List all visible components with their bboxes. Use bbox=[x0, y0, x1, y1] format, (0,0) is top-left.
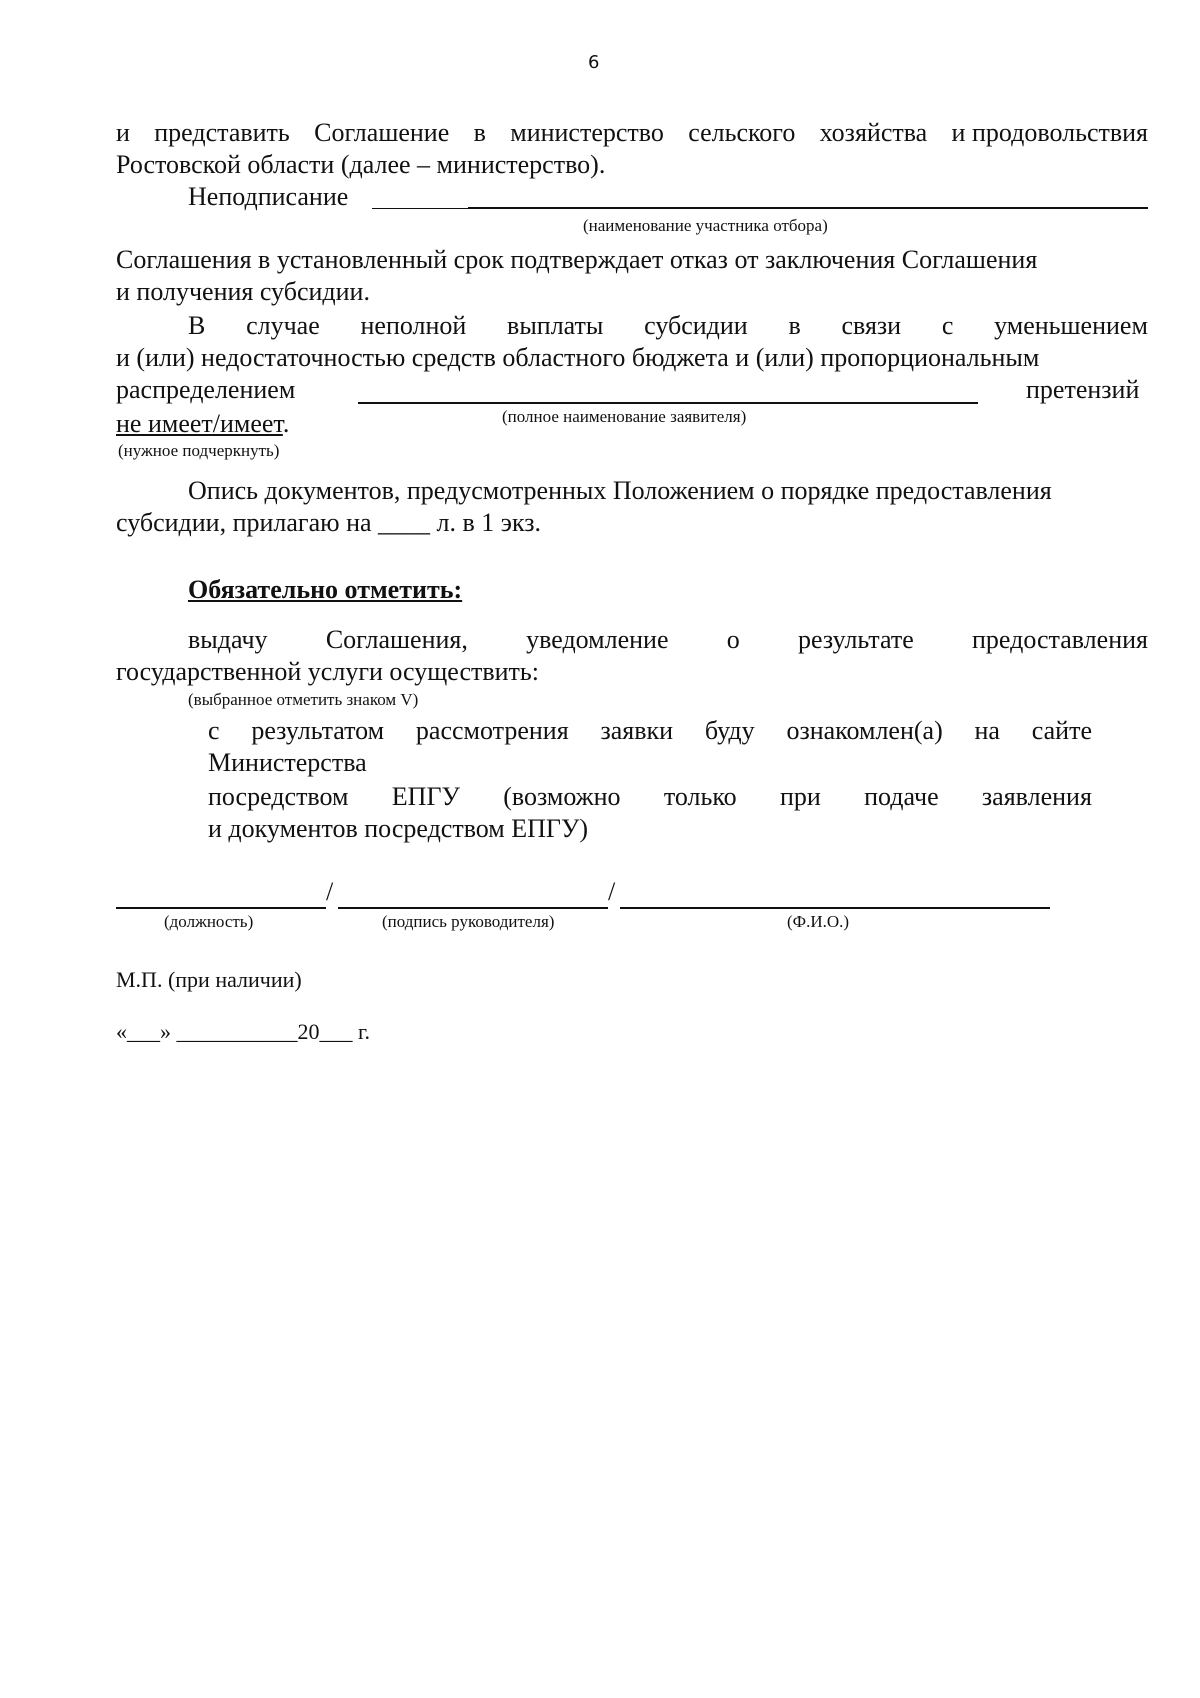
para3-line3-right: претензий bbox=[1026, 375, 1140, 404]
word: результате bbox=[798, 625, 914, 654]
word: субсидии bbox=[644, 311, 748, 340]
para1-line2: Ростовской области (далее – министерство). bbox=[116, 150, 606, 179]
year-blank: ___ bbox=[319, 1019, 353, 1044]
para3-line4 bbox=[116, 408, 289, 440]
para5-line1 bbox=[188, 624, 1148, 656]
word: случае bbox=[246, 311, 320, 340]
para4-text-before: субсидии, прилагаю на bbox=[116, 508, 372, 537]
word: в bbox=[788, 311, 801, 340]
word: только bbox=[663, 782, 737, 811]
para5-line2: государственной услуги осуществить: bbox=[116, 657, 539, 686]
word: заявки bbox=[600, 716, 674, 745]
option2-line1[interactable] bbox=[208, 781, 1092, 813]
para3-line2: и (или) недостаточностью средств областного бюджета и (или) пропорциональным bbox=[116, 343, 1040, 372]
para3-line3-left: распределением bbox=[116, 375, 296, 404]
applicant-name-caption: (полное наименование заявителя) bbox=[502, 407, 747, 426]
word: предоставления bbox=[972, 625, 1148, 654]
participant-name-caption: (наименование участника отбора) bbox=[583, 216, 828, 235]
para3-line1 bbox=[188, 310, 1148, 342]
word: на bbox=[974, 716, 1000, 745]
year-suffix: г. bbox=[358, 1019, 371, 1044]
word: хозяйства bbox=[819, 118, 928, 147]
open-quote: « bbox=[116, 1019, 127, 1044]
underline-note: (нужное подчеркнуть) bbox=[118, 441, 280, 460]
word: заявления bbox=[981, 782, 1092, 811]
word: в bbox=[473, 118, 486, 147]
period: . bbox=[282, 409, 290, 438]
word: неполной bbox=[360, 311, 467, 340]
date-line bbox=[116, 1018, 370, 1046]
para2-line2: Соглашения в установленный срок подтверждает отказ от заключения Соглашения bbox=[116, 245, 1038, 274]
word: Соглашение bbox=[314, 118, 450, 147]
word: уведомление bbox=[526, 625, 669, 654]
word: (возможно bbox=[503, 782, 621, 811]
selection-note: (выбранное отметить знаком V) bbox=[188, 690, 419, 709]
para4-line2 bbox=[116, 507, 541, 539]
stamp-label: М.П. (при наличии) bbox=[116, 967, 302, 992]
word: результатом bbox=[251, 716, 385, 745]
blank-line bbox=[372, 208, 468, 209]
word: при bbox=[779, 782, 821, 811]
has-claims-option: не имеет/имеет bbox=[116, 409, 283, 438]
mandatory-heading: Обязательно отметить: bbox=[188, 575, 463, 604]
word: выплаты bbox=[507, 311, 604, 340]
word: министерство bbox=[510, 118, 664, 147]
position-line bbox=[116, 907, 326, 909]
day-blank: ___ bbox=[127, 1019, 160, 1044]
word: буду bbox=[704, 716, 755, 745]
year-prefix: 20 bbox=[297, 1019, 320, 1044]
signature-caption: (подпись руководителя) bbox=[382, 912, 555, 931]
word: выдачу bbox=[188, 625, 268, 654]
word: рассмотрения bbox=[415, 716, 569, 745]
applicant-name-line bbox=[358, 402, 978, 404]
word: В bbox=[188, 311, 206, 340]
word: сайте bbox=[1031, 716, 1092, 745]
full-name-line bbox=[620, 907, 1050, 909]
option2-line2: и документов посредством ЕПГУ) bbox=[208, 814, 589, 843]
word: ЕПГУ bbox=[391, 782, 460, 811]
para4-line1: Опись документов, предусмотренных Положением о порядке предоставления bbox=[188, 476, 1052, 505]
option1-line2: Министерства bbox=[208, 748, 367, 777]
option1-line1[interactable] bbox=[208, 715, 1092, 747]
month-blank: ___________ bbox=[176, 1019, 298, 1044]
word: о bbox=[726, 625, 740, 654]
word: с bbox=[941, 311, 954, 340]
word: с bbox=[208, 716, 220, 745]
word: посредством bbox=[208, 782, 349, 811]
sheets-blank: ____ bbox=[378, 508, 431, 537]
word: сельского bbox=[688, 118, 796, 147]
participant-name-line bbox=[468, 207, 1148, 209]
word: представить bbox=[154, 118, 290, 147]
close-quote: » bbox=[160, 1019, 171, 1044]
word: связи bbox=[841, 311, 902, 340]
para2-line3: и получения субсидии. bbox=[116, 277, 370, 306]
word: ознакомлен(а) bbox=[786, 716, 943, 745]
para1-line1 bbox=[116, 117, 1148, 149]
slash-1: / bbox=[326, 877, 334, 906]
word: и bbox=[116, 118, 130, 147]
signature-line bbox=[338, 907, 608, 909]
full-name-caption: (Ф.И.О.) bbox=[787, 912, 850, 931]
para2-lead: Неподписание bbox=[188, 182, 349, 211]
position-caption: (должность) bbox=[164, 912, 254, 931]
word: Соглашения, bbox=[325, 625, 468, 654]
word: и продовольствия bbox=[951, 118, 1148, 147]
page-number: 6 bbox=[588, 52, 600, 73]
word: подаче bbox=[864, 782, 939, 811]
slash-2: / bbox=[608, 877, 616, 906]
word: уменьшением bbox=[994, 311, 1148, 340]
para4-text-after: л. в 1 экз. bbox=[436, 508, 542, 537]
